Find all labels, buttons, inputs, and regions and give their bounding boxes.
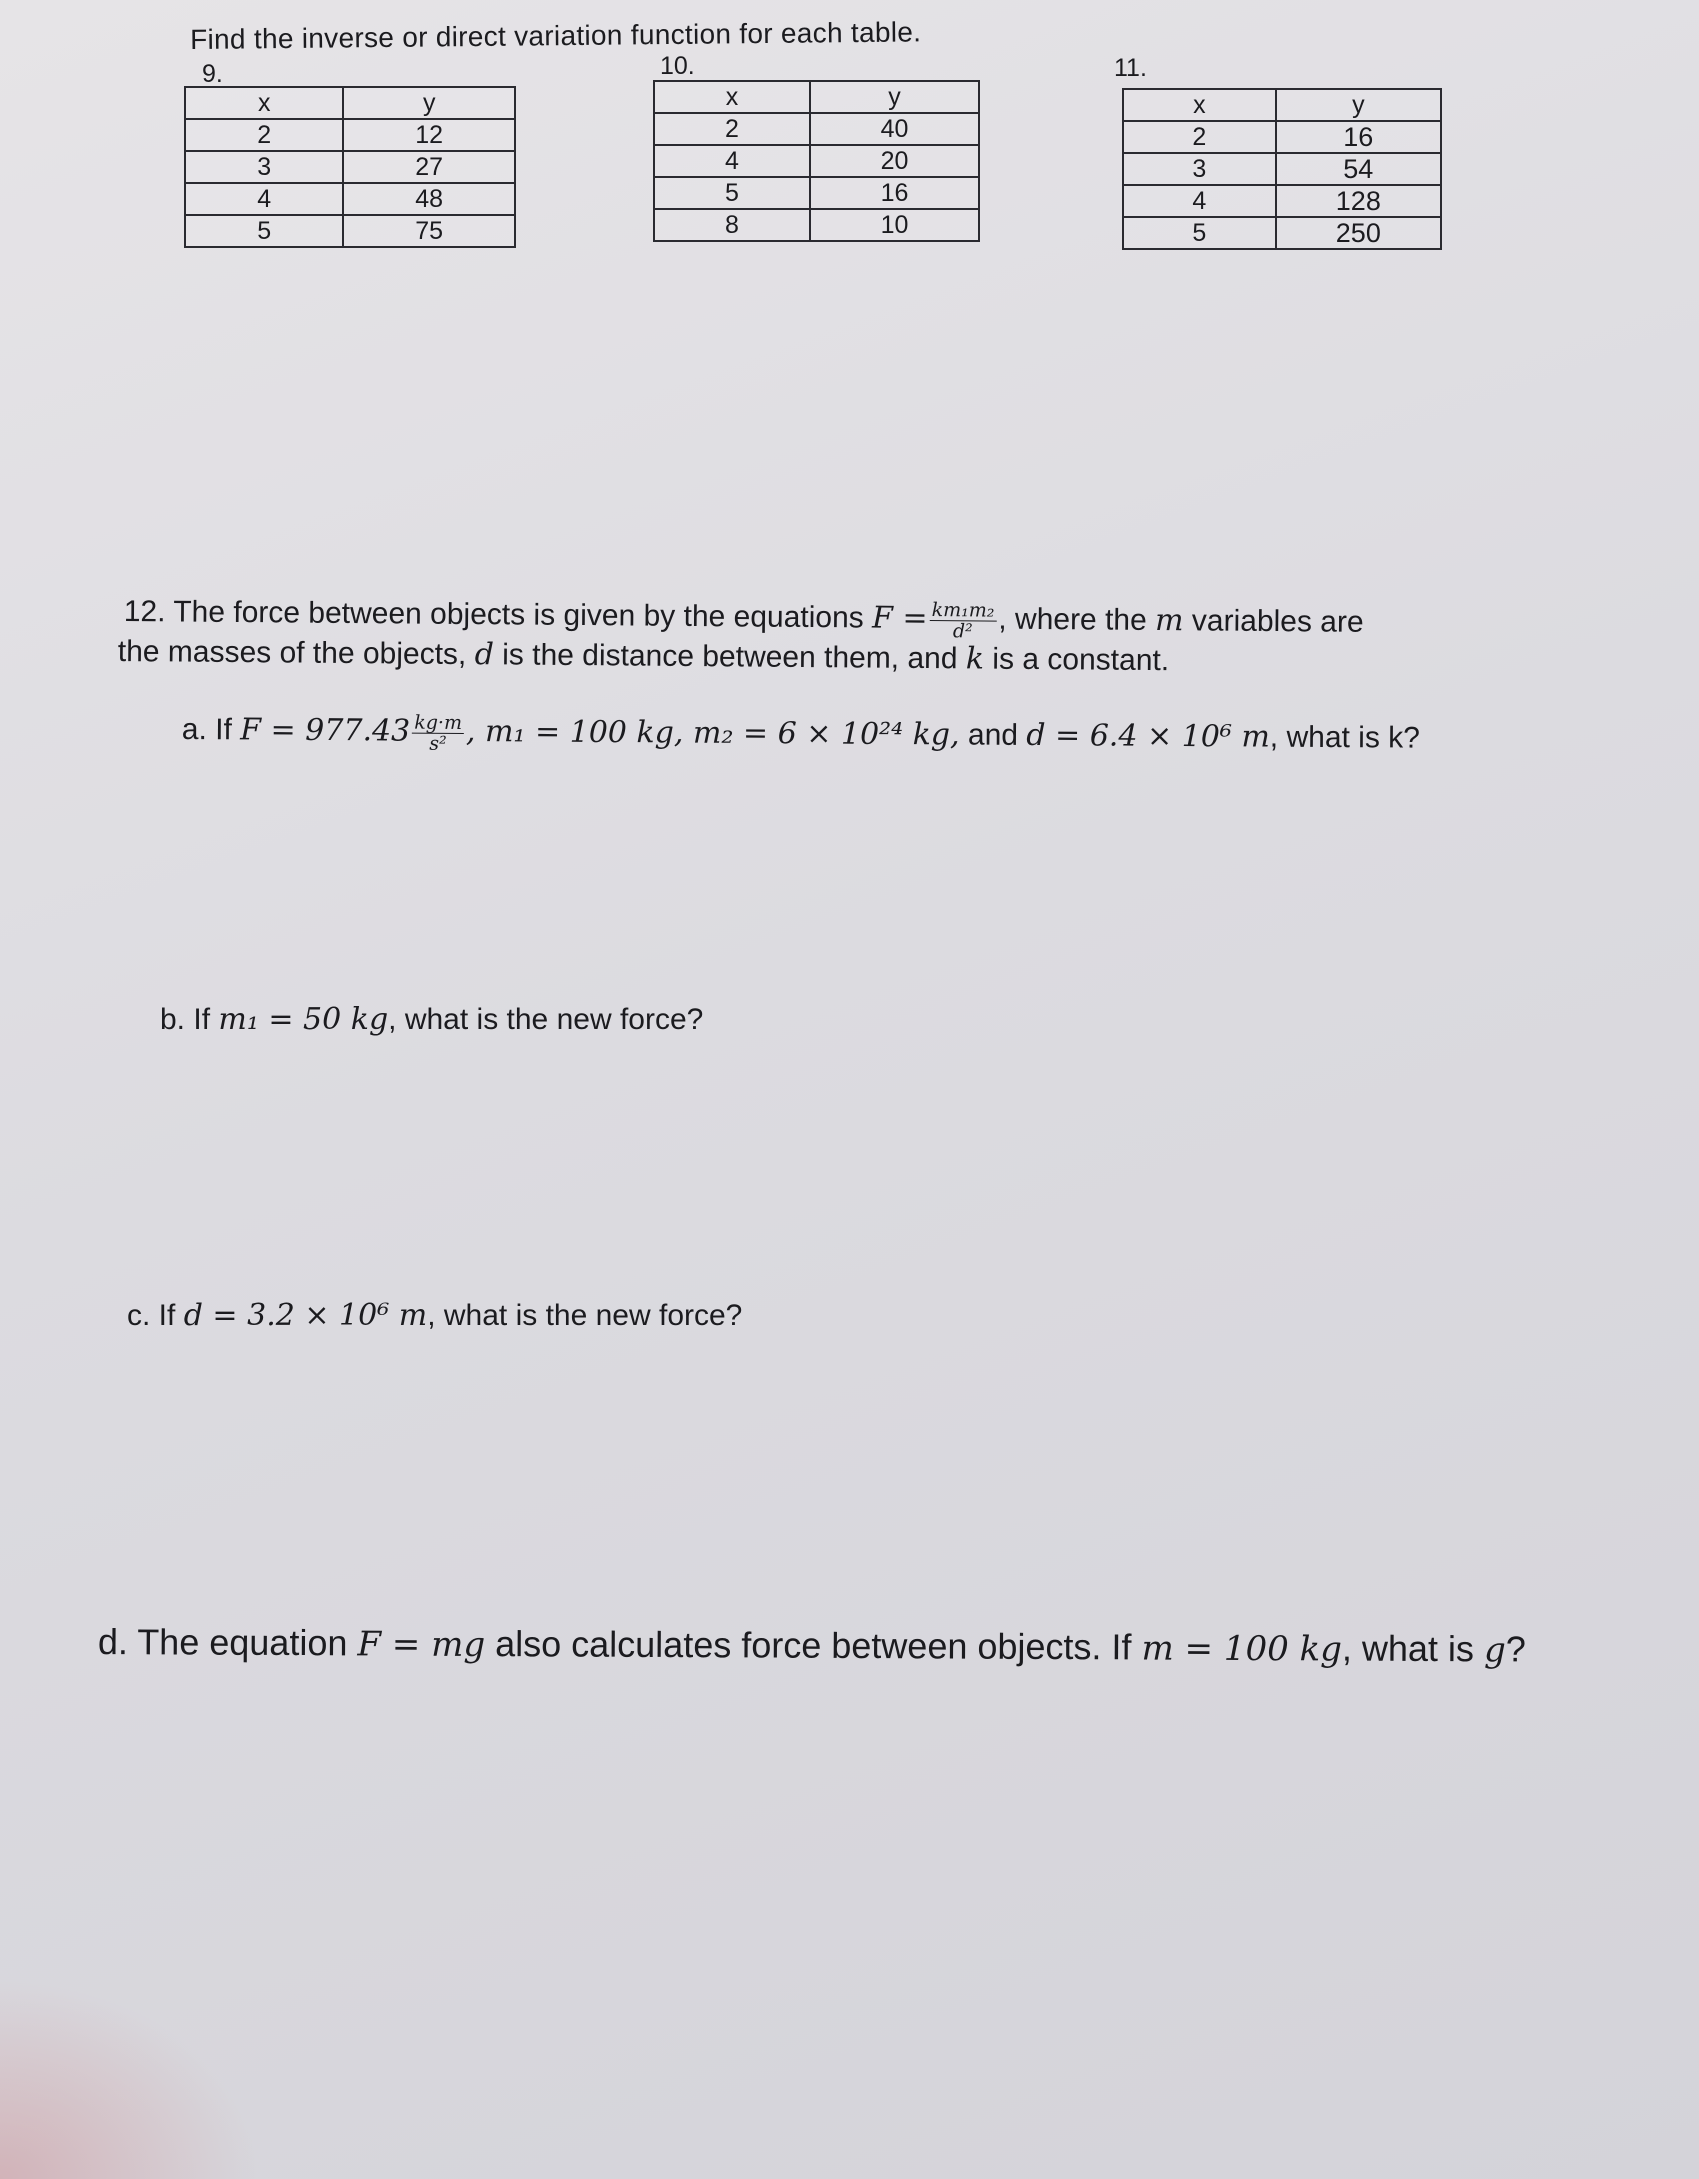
table-row (185, 119, 515, 151)
table-header-row (654, 81, 979, 113)
cell-x: 2 (185, 119, 343, 151)
question-12-text: is a constant. (992, 642, 1170, 678)
cell-y: 54 (1276, 153, 1441, 185)
cell-y: 27 (343, 151, 515, 183)
question-12-text: the masses of the objects, (117, 634, 467, 672)
variable-k: k (965, 641, 985, 677)
header-x: x (185, 87, 343, 119)
part-a-unit-fraction (412, 712, 464, 753)
part-a-distance: d = 6.4 × 10⁶ m (1026, 717, 1270, 755)
header-y: y (810, 81, 979, 113)
part-c-math: d = 3.2 × 10⁶ m (183, 1298, 428, 1333)
part-c (127, 1294, 742, 1338)
table-row (654, 145, 979, 177)
part-a-label: a. If (181, 712, 232, 747)
part-b (160, 998, 703, 1042)
part-d-text: ? (1505, 1628, 1526, 1670)
table-problem-9 (184, 86, 516, 248)
cell-x: 5 (1123, 217, 1276, 249)
part-d-text: , what is (1341, 1627, 1475, 1670)
cell-x: 8 (654, 209, 810, 241)
part-d-mass: m = 100 kg (1141, 1628, 1343, 1670)
part-b-question: , what is the new force? (388, 1003, 704, 1036)
part-a-unit-numerator: kg·m (414, 711, 463, 734)
cell-y: 12 (343, 119, 515, 151)
table-row (185, 215, 515, 247)
part-b-label: b. If (160, 1003, 211, 1036)
cell-y: 20 (810, 145, 979, 177)
part-b-math: m₁ = 50 kg (218, 1002, 389, 1037)
part-c-label: c. If (127, 1299, 176, 1332)
table-header-row (185, 87, 515, 119)
part-a (182, 708, 1420, 761)
question-12-text: is the distance between them, and (502, 638, 958, 676)
table-row (654, 113, 979, 145)
table-header-row (1123, 89, 1441, 121)
part-a-and: and (967, 718, 1019, 752)
header-y: y (343, 87, 515, 119)
cell-y: 40 (810, 113, 979, 145)
cell-y: 48 (343, 183, 515, 215)
problem-number-11: 11. (1114, 54, 1147, 82)
part-a-masses: , m₁ = 100 kg, m₂ = 6 × 10²⁴ kg, (465, 713, 960, 753)
header-x: x (654, 81, 810, 113)
table-row (185, 151, 515, 183)
table-row (654, 209, 979, 241)
header-x: x (1123, 89, 1276, 121)
question-12-intro: 12. The force between objects is given by the equations (123, 594, 864, 635)
cell-y: 10 (810, 209, 979, 241)
part-d-text: d. The equation (97, 1621, 348, 1664)
part-c-question: , what is the new force? (427, 1299, 743, 1332)
table-row (1123, 153, 1441, 185)
question-12-text: variables are (1191, 604, 1364, 639)
cell-y: 250 (1276, 217, 1441, 249)
table-row (185, 183, 515, 215)
cell-y: 16 (810, 177, 979, 209)
formula-denominator: d² (952, 619, 973, 642)
cell-x: 2 (1123, 121, 1276, 153)
table-row (1123, 217, 1441, 249)
cell-x: 2 (654, 113, 810, 145)
header-y: y (1276, 89, 1441, 121)
cell-y: 128 (1276, 185, 1441, 217)
cell-x: 3 (185, 151, 343, 183)
page-corner-shadow (0, 1979, 260, 2179)
cell-x: 4 (185, 183, 343, 215)
cell-x: 4 (654, 145, 810, 177)
problem-number-9: 9. (202, 60, 223, 88)
question-12-text: , where the (998, 602, 1147, 637)
variable-d: d (474, 637, 495, 673)
part-d-variable-g: g (1483, 1630, 1506, 1671)
table-problem-11 (1122, 88, 1442, 250)
formula-fraction (929, 600, 996, 642)
cell-x: 5 (185, 215, 343, 247)
table-row (1123, 121, 1441, 153)
formula-lhs: F = (871, 600, 928, 637)
cell-y: 16 (1276, 121, 1441, 153)
variable-m: m (1154, 602, 1184, 639)
cell-x: 4 (1123, 185, 1276, 217)
table-problem-10 (653, 80, 980, 242)
problem-number-10: 10. (660, 52, 695, 80)
cell-y: 75 (343, 215, 515, 247)
part-a-force: F = 977.43 (240, 712, 411, 749)
part-d (98, 1620, 1526, 1672)
part-d-text: also calculates force between objects. If (495, 1623, 1132, 1668)
question-12-line-2 (118, 630, 1170, 683)
part-a-question: , what is k? (1269, 720, 1421, 755)
instructions: Find the inverse or direct variation function for each table. (190, 16, 922, 55)
table-row (654, 177, 979, 209)
cell-x: 5 (654, 177, 810, 209)
cell-x: 3 (1123, 153, 1276, 185)
part-d-equation: F = mg (357, 1624, 486, 1666)
table-row (1123, 185, 1441, 217)
formula-numerator: km₁m₂ (931, 598, 995, 622)
part-a-unit-denominator: s² (429, 732, 447, 755)
